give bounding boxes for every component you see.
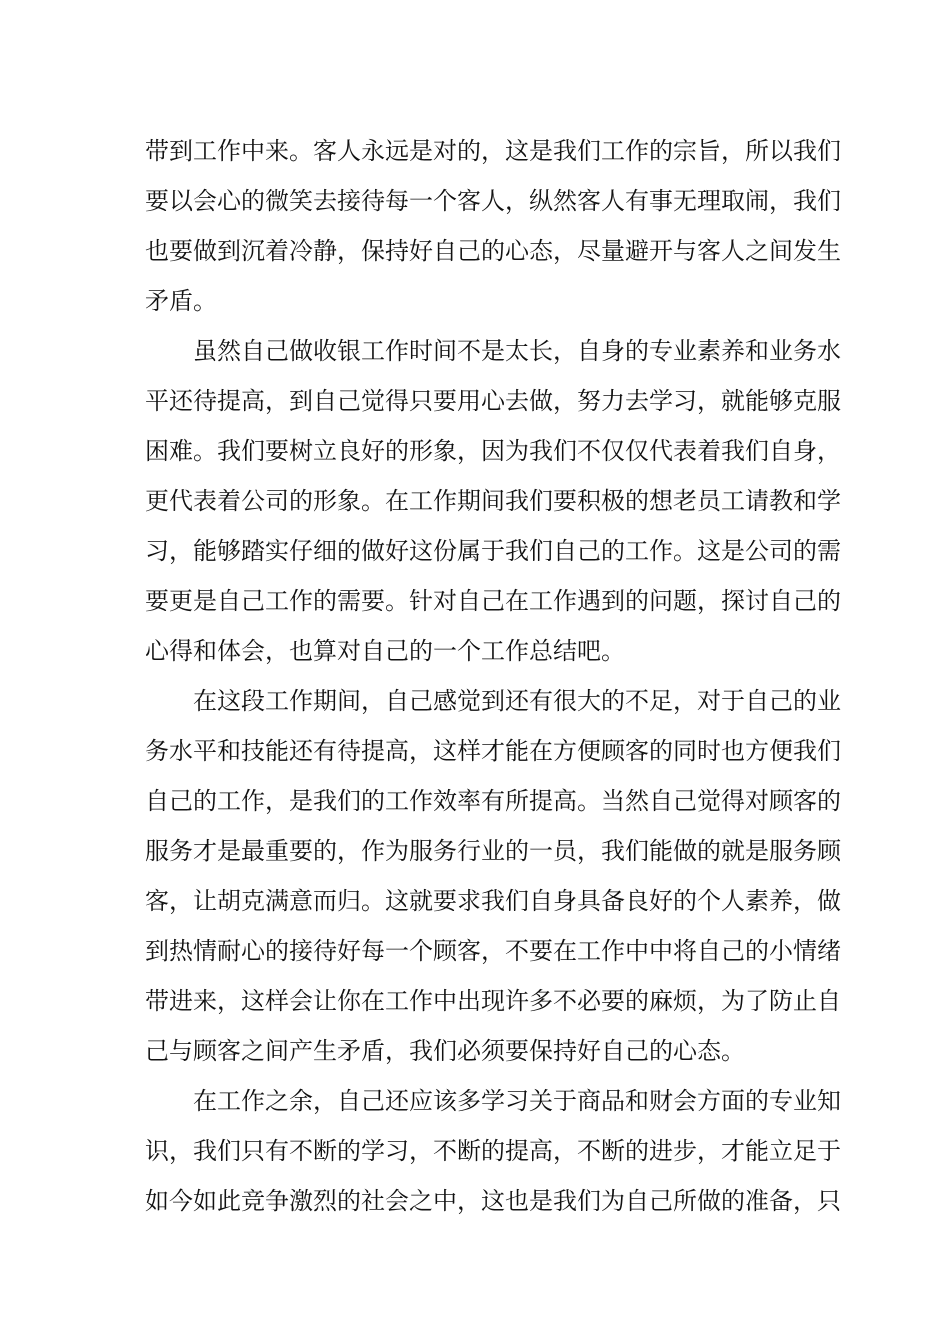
paragraph-2-line-6: 要 更 是 自 己 工 作 的 需 要 。 针 对 自 己 在 工 作 遇 到 的 问 题 ， 探 讨 自 己 的 bbox=[145, 587, 841, 615]
paragraph-3-line-4: 服 务 才 是 最 重 要 的 ， 作 为 服 务 行 业 的 一 员 ， 我 们 能 做 的 就 是 服 务 顾 bbox=[145, 837, 841, 865]
paragraph-2-line-7: 心得和体会，也算对自己的一个工作总结吧。 bbox=[145, 637, 625, 665]
paragraph-3-line-6: 到 热 情 耐 心 的 接 待 好 每 一 个 顾 客 ， 不 要 在 工 作 中 中 将 自 己 的 小 情 绪 bbox=[145, 937, 841, 965]
paragraph-4-line-3: 如 今 如 此 竞 争 激 烈 的 社 会 之 中 ， 这 也 是 我 们 为 自 己 所 做 的 准 备 ， 只 bbox=[145, 1187, 841, 1215]
paragraph-3-line-7: 带 进 来 ， 这 样 会 让 你 在 工 作 中 出 现 许 多 不 必 要 的 麻 烦 ， 为 了 防 止 自 bbox=[145, 987, 841, 1015]
paragraph-2-line-1: 虽 然 自 己 做 收 银 工 作 时 间 不 是 太 长 ， 自 身 的 专 业 素 养 和 业 务 水 bbox=[193, 337, 841, 365]
paragraph-3-line-5: 客 ， 让 胡 克 满 意 而 归 。 这 就 要 求 我 们 自 身 具 备 良 好 的 个 人 素 养 ， 做 bbox=[145, 887, 841, 915]
paragraph-1-line-3: 也 要 做 到 沉 着 冷 静 ， 保 持 好 自 己 的 心 态 ， 尽 量 避 开 与 客 人 之 间 发 生 bbox=[145, 237, 841, 265]
paragraph-3-line-3: 自 己 的 工 作 ， 是 我 们 的 工 作 效 率 有 所 提 高 。 当 然 自 己 觉 得 对 顾 客 的 bbox=[145, 787, 841, 815]
paragraph-2-line-5: 习 ， 能 够 踏 实 仔 细 的 做 好 这 份 属 于 我 们 自 己 的 工 作 。 这 是 公 司 的 需 bbox=[145, 537, 841, 565]
paragraph-3-line-1: 在 这 段 工 作 期 间 ， 自 己 感 觉 到 还 有 很 大 的 不 足 ， 对 于 自 己 的 业 bbox=[193, 687, 841, 715]
paragraph-4-line-1: 在 工 作 之 余 ， 自 己 还 应 该 多 学 习 关 于 商 品 和 财 会 方 面 的 专 业 知 bbox=[193, 1087, 841, 1115]
paragraph-3-line-2: 务 水 平 和 技 能 还 有 待 提 高 ， 这 样 才 能 在 方 便 顾 客 的 同 时 也 方 便 我 们 bbox=[145, 737, 841, 765]
document-body bbox=[145, 126, 841, 1226]
paragraph-3-line-8: 己与顾客之间产生矛盾，我们必须要保持好自己的心态。 bbox=[145, 1037, 745, 1065]
paragraph-2-line-2: 平 还 待 提 高 ， 到 自 己 觉 得 只 要 用 心 去 做 ， 努 力 去 学 习 ， 就 能 够 克 服 bbox=[145, 387, 841, 415]
paragraph-2-line-4: 更 代 表 着 公 司 的 形 象 。 在 工 作 期 间 我 们 要 积 极 的 想 老 员 工 请 教 和 学 bbox=[145, 487, 841, 515]
paragraph-1-line-2: 要 以 会 心 的 微 笑 去 接 待 每 一 个 客 人 ， 纵 然 客 人 有 事 无 理 取 闹 ， 我 们 bbox=[145, 187, 841, 215]
paragraph-2-line-3: 困 难 。 我 们 要 树 立 良 好 的 形 象 ， 因 为 我 们 不 仅 仅 代 表 着 我 们 自 身 ， bbox=[145, 437, 841, 465]
paragraph-1-line-1: 带 到 工 作 中 来 。 客 人 永 远 是 对 的 ， 这 是 我 们 工 作 的 宗 旨 ， 所 以 我 们 bbox=[145, 137, 841, 165]
paragraph-1-line-4: 矛盾。 bbox=[145, 287, 217, 315]
paragraph-4-line-2: 识 ， 我 们 只 有 不 断 的 学 习 ， 不 断 的 提 高 ， 不 断 的 进 步 ， 才 能 立 足 于 bbox=[145, 1137, 841, 1165]
